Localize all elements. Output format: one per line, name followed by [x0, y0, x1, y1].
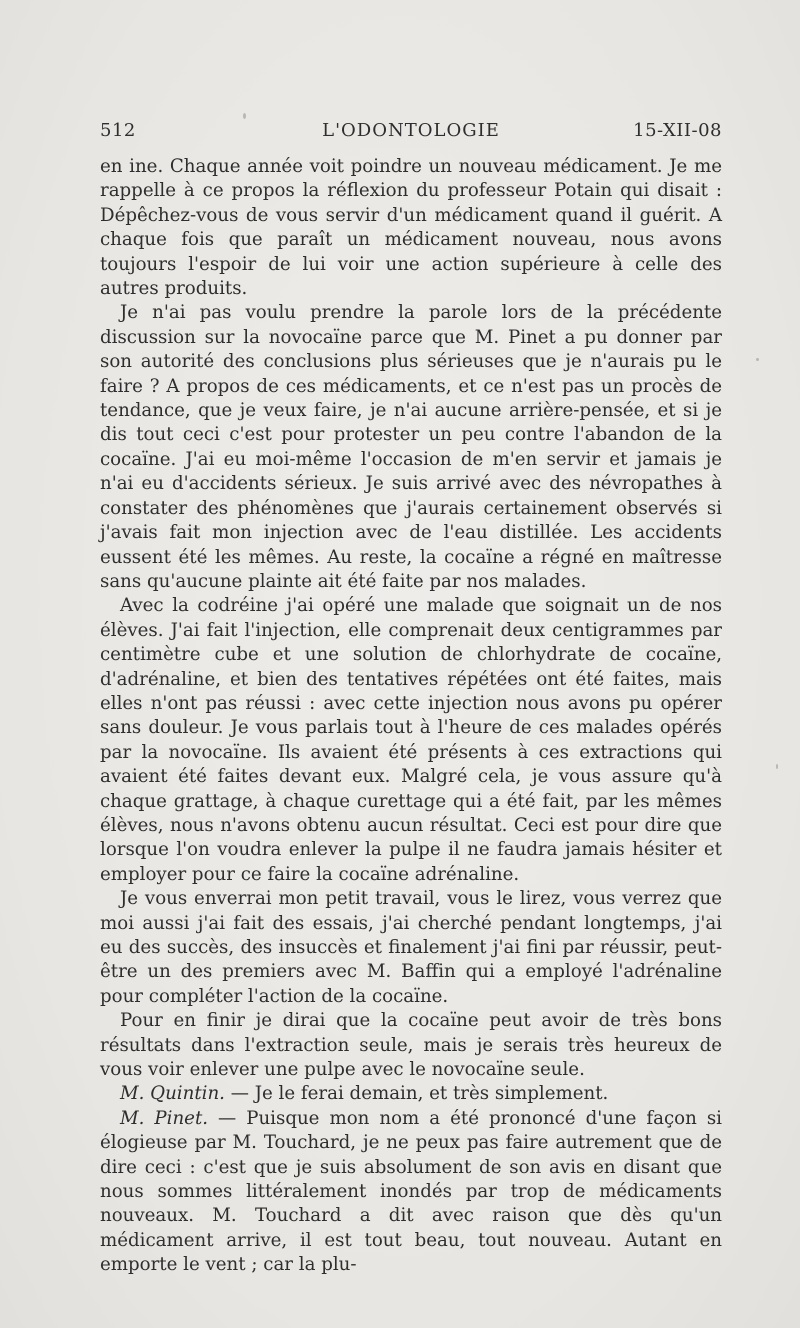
- paragraph-5: [100, 1009, 722, 1082]
- paragraph-text: Je vous enverrai mon petit travail, vous le lirez, vous verrez que moi aussi j'ai fait des essais, j'ai cherché pendant longtemps, j'ai eu des succès, des insuccès et finalement j'ai fini par réussir, peut-être un des premiers avec M. Baffin qui a employé l'adrénaline pour compléter l'action de la cocaïne.: [100, 888, 722, 1007]
- paragraph-text: en ine. Chaque année voit poindre un nouveau médicament. Je me rappelle à ce propos la réflexion du professeur Potain qui disait : Dépêchez-vous de vous servir d'un médicament quand il guérit. A chaque fois que paraît un médicament nouveau, nous avons toujours l'espoir de lui voir une action supérieure à celle des autres produits.: [100, 156, 722, 300]
- speaker-name: M. Quintin.: [120, 1083, 225, 1105]
- paragraph-text: — Puisque mon nom a été prononcé d'une façon si élogieuse par M. Touchard, je ne peux pas faire autrement que de dire ceci : c'est que je suis absolument de son avis en disant que nous sommes littéralement inondés par trop de médicaments nouveaux. M. Touchard a dit avec raison que dès qu'un médicament arrive, il est tout beau, tout nouveau. Autant en emporte le vent ; car la plu-: [100, 1107, 722, 1276]
- paragraph-pinet: [100, 1107, 722, 1278]
- paragraph-text: Pour en finir je dirai que la cocaïne peut avoir de très bons résultats dans l'extraction seule, mais je serais très heureux de vous voir enlever une pulpe avec le novocaïne seule.: [100, 1010, 722, 1081]
- paragraph-text: Avec la codréine j'ai opéré une malade que soignait un de nos élèves. J'ai fait l'injection, elle comprenait deux centigrammes par centimètre cube et une solution de chlorhydrate de cocaïne, d'adrénaline, et bien des tentatives répétées ont été faites, mais elles n'ont pas réussi : avec cette injection nous avons pu opérer sans douleur. Je vous parlais tout à l'heure de ces malades opérés par la novocaïne. Ils avaient été présents à ces extractions qui avaient été faites devant eux. Malgré cela, je vous assure qu'à chaque grattage, à chaque curettage qui a été fait, par les mêmes élèves, nous n'avons obtenu aucun résultat. Ceci est pour dire que lorsque l'on voudra enlever la pulpe il ne faudra jamais hésiter et employer pour ce faire la cocaïne adrénaline.: [100, 595, 722, 885]
- journal-title: L'ODONTOLOGIE: [322, 120, 500, 141]
- paper-speck: [756, 358, 759, 361]
- paragraph-4: [100, 887, 722, 1009]
- paragraph-1: [100, 155, 722, 301]
- paragraph-text: — Je le ferai demain, et très simplement.: [224, 1083, 609, 1105]
- paper-speck: [776, 764, 778, 769]
- paragraph-quintin: [100, 1082, 722, 1106]
- paragraph-text: Je n'ai pas voulu prendre la parole lors de la précédente discussion sur la novocaïne parce que M. Pinet a pu donner par son autorité des conclusions plus sérieuses que je n'aurais pu le faire ? A propos de ces médicaments, et ce n'est pas un procès de tendance, que je veux faire, je n'ai aucune arrière-pensée, et si je dis tout ceci c'est pour protester un peu contre l'abandon de la cocaïne. J'ai eu moi-même l'occasion de m'en servir et jamais je n'ai eu d'accidents sérieux. Je suis arrivé avec des névropathes à constater des phénomènes que j'aurais certainement observés si j'avais fait mon injection avec de l'eau distillée. Les accidents eussent été les mêmes. Au reste, la cocaïne a régné en maîtresse sans qu'aucune plainte ait été faite par nos malades.: [100, 302, 722, 592]
- running-header: [100, 120, 722, 144]
- paragraph-3: [100, 594, 722, 887]
- page-number: 512: [100, 120, 136, 141]
- issue-date: 15-XII-08: [633, 120, 722, 141]
- paragraph-2: [100, 301, 722, 594]
- paper-speck: [243, 113, 246, 119]
- speaker-name: M. Pinet.: [120, 1107, 209, 1129]
- page-body: [100, 155, 722, 1278]
